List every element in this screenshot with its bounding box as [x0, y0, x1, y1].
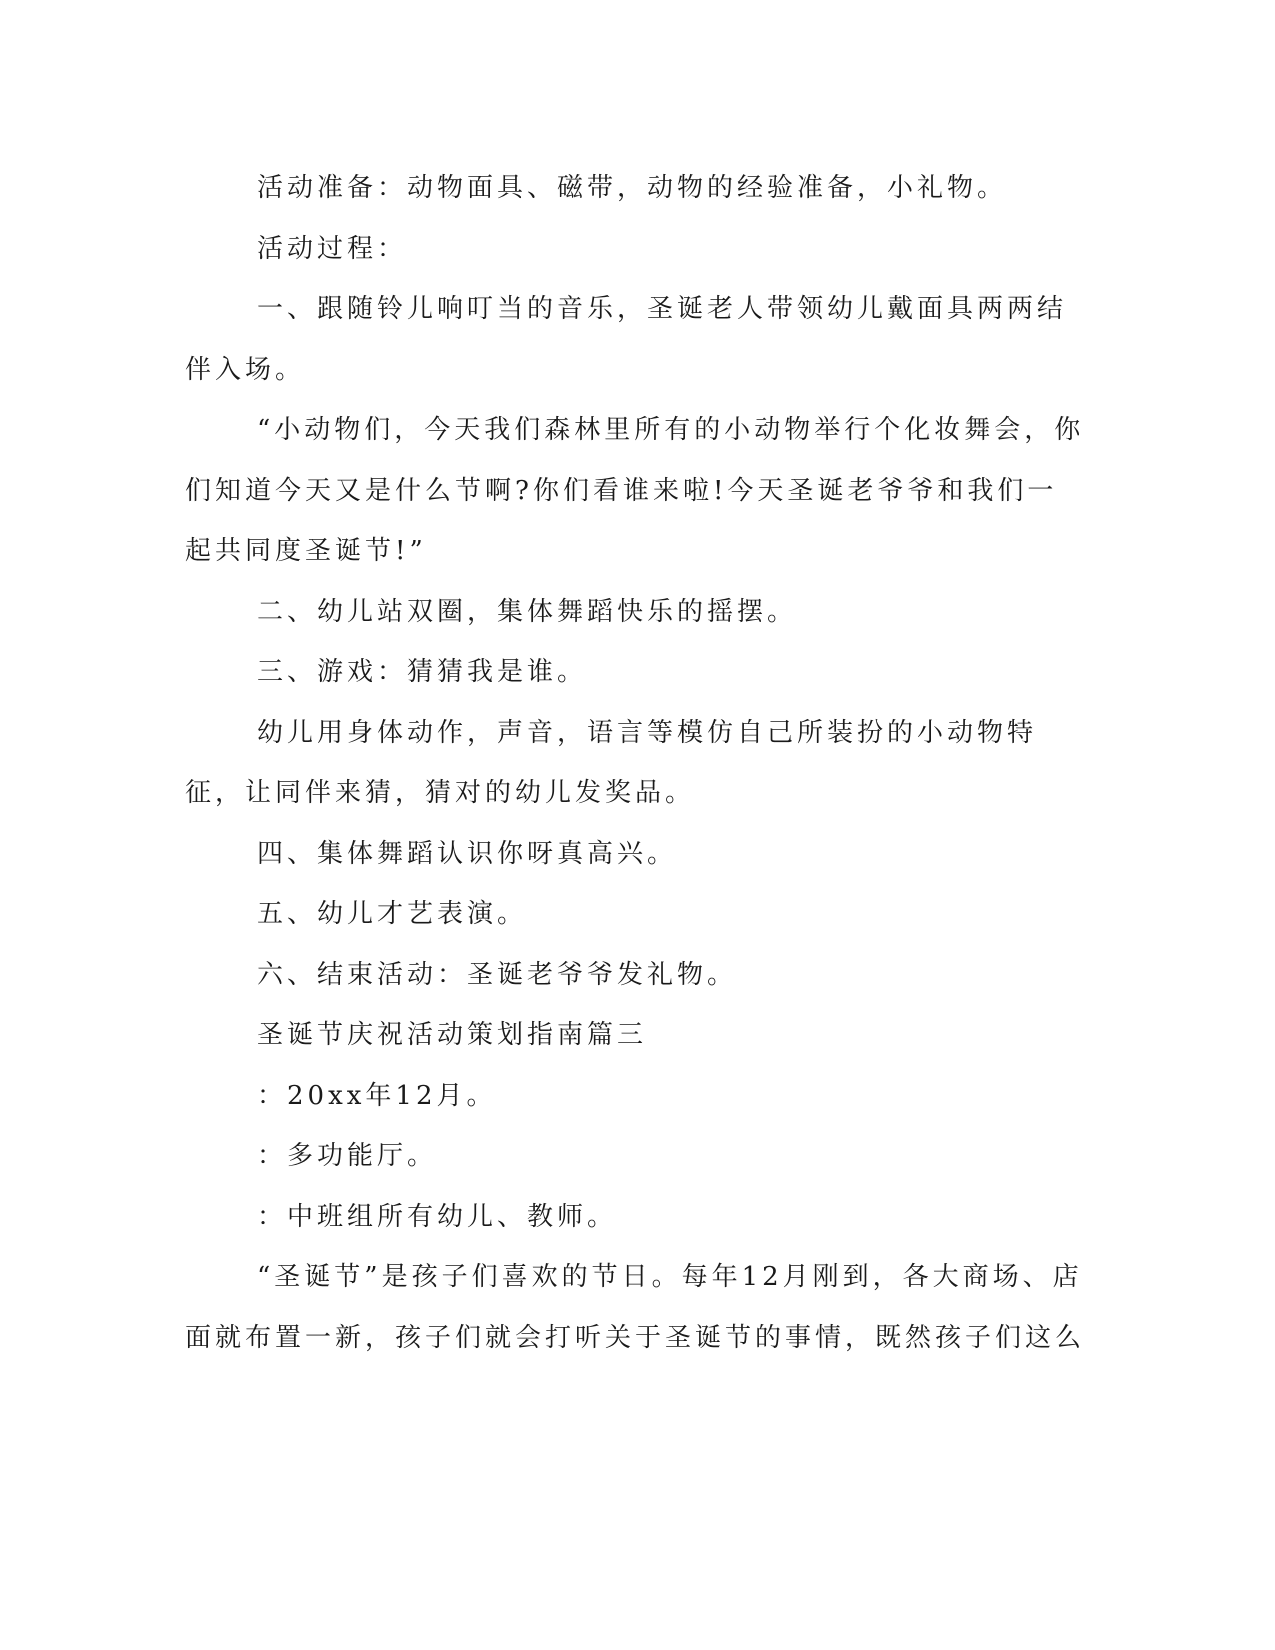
section-title: 圣诞节庆祝活动策划指南篇三: [257, 1020, 648, 1050]
paragraph-game-description: 幼儿用身体动作，声音，语言等模仿自己所装扮的小动物特征，让同伴来猜，猜对的幼儿发奖品。: [185, 717, 1038, 808]
paragraph-process-heading: 活动过程：: [257, 233, 408, 264]
paragraph-quote: “小动物们，今天我们森林里所有的小动物举行个化妆舞会，你们知道今天又是什么节啊?你们看谁来啦!今天圣诞老爷爷和我们一起共同度圣诞节!”: [185, 415, 1085, 566]
paragraph-participants: ：中班组所有幼儿、教师。: [257, 1201, 618, 1232]
paragraph-time: ：20xx年12月。: [257, 1080, 497, 1111]
paragraph-step-four: 四、集体舞蹈认识你呀真高兴。: [257, 838, 678, 869]
paragraph-step-two: 二、幼儿站双圈，集体舞蹈快乐的摇摆。: [257, 596, 798, 627]
paragraph-step-six: 六、结束活动：圣诞老爷爷发礼物。: [257, 959, 738, 990]
paragraph-location: ：多功能厅。: [257, 1141, 438, 1171]
paragraph-step-five: 五、幼儿才艺表演。: [257, 899, 528, 929]
document-body: [185, 158, 1085, 1368]
paragraph-step-one: 一、跟随铃儿响叮当的音乐，圣诞老人带领幼儿戴面具两两结伴入场。: [185, 294, 1068, 385]
paragraph-step-three: 三、游戏：猜猜我是谁。: [257, 657, 588, 687]
paragraph-background: “圣诞节”是孩子们喜欢的节日。每年12月刚到，各大商场、店面就布置一新，孩子们就会打听关于圣诞节的事情，既然孩子们这么: [185, 1262, 1086, 1353]
paragraph-preparation: 活动准备：动物面具、磁带，动物的经验准备，小礼物。: [257, 173, 1008, 203]
